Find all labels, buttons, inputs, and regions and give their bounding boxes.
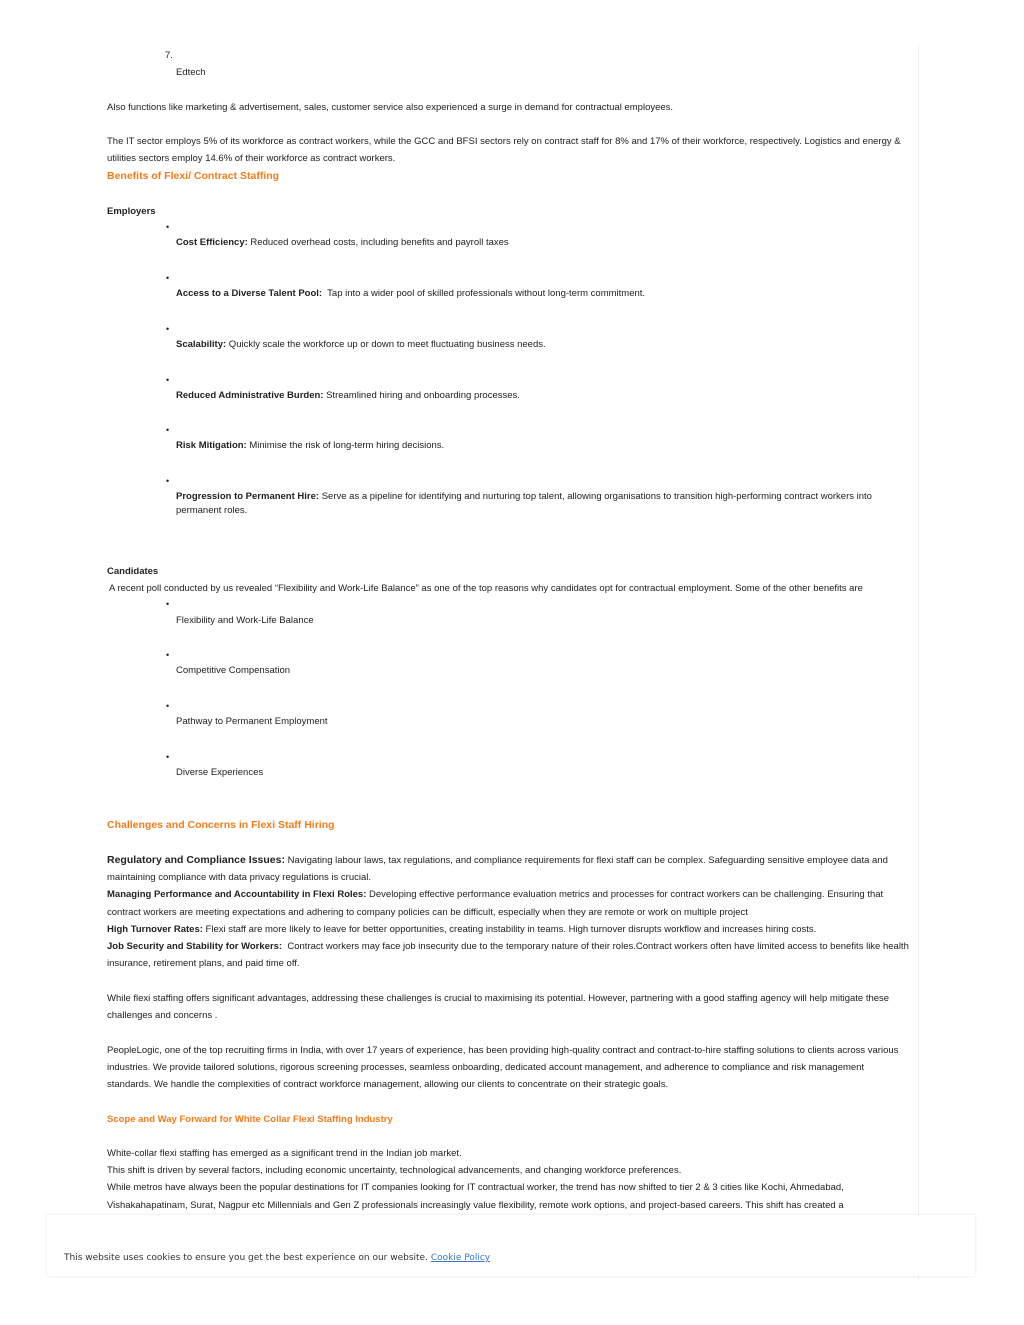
benefit-label: Access to a Diverse Talent Pool: xyxy=(176,288,323,299)
candidate-benefit: Flexibility and Work-Life Balance xyxy=(176,615,314,626)
list-number: 7. xyxy=(165,50,173,61)
paragraph-while-flexi: While flexi staffing offers significant advantages, addressing these challenges is crucial to maximising its potential. However, partnering with a good staffing agency will help mitigate these challenges and concerns . xyxy=(107,993,890,1022)
employer-benefit-risk-mitigation xyxy=(176,439,914,453)
challenge-text: Contract workers may face job insecurity due to the temporary nature of their roles.Contract workers often have limited access to benefits like health insurance, retirement plans, and paid time off. xyxy=(107,941,912,970)
paragraph-functions: Also functions like marketing & advertisement, sales, customer service also experienced a surge in demand for contractual employees. xyxy=(107,102,674,113)
benefit-text: Tap into a wider pool of skilled professionals without long-term commitment. xyxy=(322,288,646,299)
bullet-icon: • xyxy=(166,375,170,385)
benefit-text: Serve as a pipeline for identifying and nurturing top talent, allowing organisations to transition high-performing contract workers into permanent roles. xyxy=(176,491,872,516)
benefit-label: Risk Mitigation: xyxy=(176,440,247,451)
benefit-text: Streamlined hiring and onboarding processes. xyxy=(323,390,520,401)
benefit-label: Scalability: xyxy=(176,339,227,350)
candidate-benefit: Diverse Experiences xyxy=(176,767,264,778)
candidate-benefit: Pathway to Permanent Employment xyxy=(176,716,328,727)
bullet-icon: • xyxy=(166,701,170,711)
challenge-text: Developing effective performance evaluation metrics and processes for contract workers can be challenging. Ensuring that contract workers are meeting expectations and adhering to company policies can be difficult, especially when they are remote or work on multiple project xyxy=(107,889,884,918)
employer-benefit-cost-efficiency xyxy=(176,236,914,250)
employer-benefit-admin-burden xyxy=(176,389,914,403)
benefits-heading: Benefits of Flexi/ Contract Staffing xyxy=(107,170,280,182)
benefit-label: Cost Efficiency: xyxy=(176,237,248,248)
challenge-regulatory xyxy=(107,852,909,886)
paragraph-peoplelogic: PeopleLogic, one of the top recruiting firms in India, with over 17 years of experience, has been providing high-quality contract and contract-to-hire staffing solutions to clients across various industries. We provide tailored solutions, rigorous screening processes, seamless onboarding, dedicated account management, and adherence to compliance and risk management standards. We handle the complexities of contract workforce management, allowing our clients to concentrate on their strategic goals. xyxy=(107,1045,899,1091)
candidate-benefit: Competitive Compensation xyxy=(176,665,291,676)
challenges-heading: Challenges and Concerns in Flexi Staff Hiring xyxy=(107,819,335,831)
bullet-icon: • xyxy=(166,324,170,334)
bullet-icon: • xyxy=(166,599,170,609)
challenge-text: Flexi staff are more likely to leave for better opportunities, creating instability in teams. High turnover disrupts workflow and increases hiring costs. xyxy=(202,923,817,935)
challenge-text: Navigating labour laws, tax regulations, and compliance requirements for flexi staff can be complex. Safeguarding sensitive employee data and maintaining compliance with data privacy regulations is crucial. xyxy=(107,855,888,884)
benefit-label: Progression to Permanent Hire: xyxy=(176,491,320,502)
benefit-text: Quickly scale the workforce up or down to meet fluctuating business needs. xyxy=(226,339,546,350)
bullet-icon: • xyxy=(166,425,170,435)
candidates-heading: Candidates xyxy=(107,566,159,577)
challenge-performance xyxy=(107,886,909,920)
challenge-label: Managing Performance and Accountability in Flexi Roles: xyxy=(107,889,367,901)
bullet-icon: • xyxy=(166,752,170,762)
employer-benefit-scalability xyxy=(176,338,914,352)
scope-body xyxy=(107,1145,909,1214)
benefit-text: Minimise the risk of long-term hiring decisions. xyxy=(246,440,445,451)
cookie-banner xyxy=(47,1215,975,1276)
employers-heading: Employers xyxy=(107,206,156,217)
scope-heading: Scope and Way Forward for White Collar Flexi Staffing Industry xyxy=(107,1114,393,1125)
bullet-icon: • xyxy=(166,650,170,660)
challenge-turnover xyxy=(107,921,909,938)
employer-benefit-talent-pool xyxy=(176,287,914,301)
bullet-icon: • xyxy=(166,476,170,486)
list-item-edtech: Edtech xyxy=(176,67,206,78)
cookie-message-text: This website uses cookies to ensure you get the best experience on our website. xyxy=(64,1253,431,1263)
scope-line: This shift is driven by several factors, including economic uncertainty, technological advancements, and changing workforce preferences. xyxy=(107,1165,682,1177)
paragraph-it-sector: The IT sector employs 5% of its workforce as contract workers, while the GCC and BFSI sectors rely on contract staff for 8% and 17% of their workforce, respectively. Logistics and energy & utilities sectors employ 14.6% of their workforce as contract workers. xyxy=(107,136,901,165)
employer-benefit-permanent-hire xyxy=(176,490,914,518)
benefit-text: Reduced overhead costs, including benefits and payroll taxes xyxy=(247,237,509,248)
scope-line: While metros have always been the popular destinations for IT companies looking for IT contractual worker, the trend has now shifted to tier 2 & 3 cities like Kochi, Ahmedabad, Vishakahapatinam, Surat, Nagpur etc Millennials and Gen Z professionals increasingly value flexibility, remote work options, and project-based careers. This shift has created a xyxy=(107,1182,844,1211)
cookie-policy-link[interactable]: Cookie Policy xyxy=(430,1253,491,1263)
challenge-job-security xyxy=(107,938,912,972)
challenge-label: High Turnover Rates: xyxy=(107,923,203,935)
content-right-border xyxy=(918,45,919,1280)
bullet-icon: • xyxy=(166,273,170,283)
benefit-label: Reduced Administrative Burden: xyxy=(176,390,324,401)
bullet-icon: • xyxy=(166,222,170,232)
challenge-label: Job Security and Stability for Workers: xyxy=(107,941,283,953)
candidates-intro: A recent poll conducted by us revealed “Flexibility and Work-Life Balance” as one of the top reasons why candidates opt for contractual employment. Some of the other benefits are xyxy=(109,583,863,594)
cookie-message xyxy=(64,1253,490,1263)
challenge-label: Regulatory and Compliance Issues: xyxy=(107,854,285,866)
scope-line: White-collar flexi staffing has emerged as a significant trend in the Indian job market. xyxy=(107,1148,462,1159)
challenges-body xyxy=(107,852,912,972)
